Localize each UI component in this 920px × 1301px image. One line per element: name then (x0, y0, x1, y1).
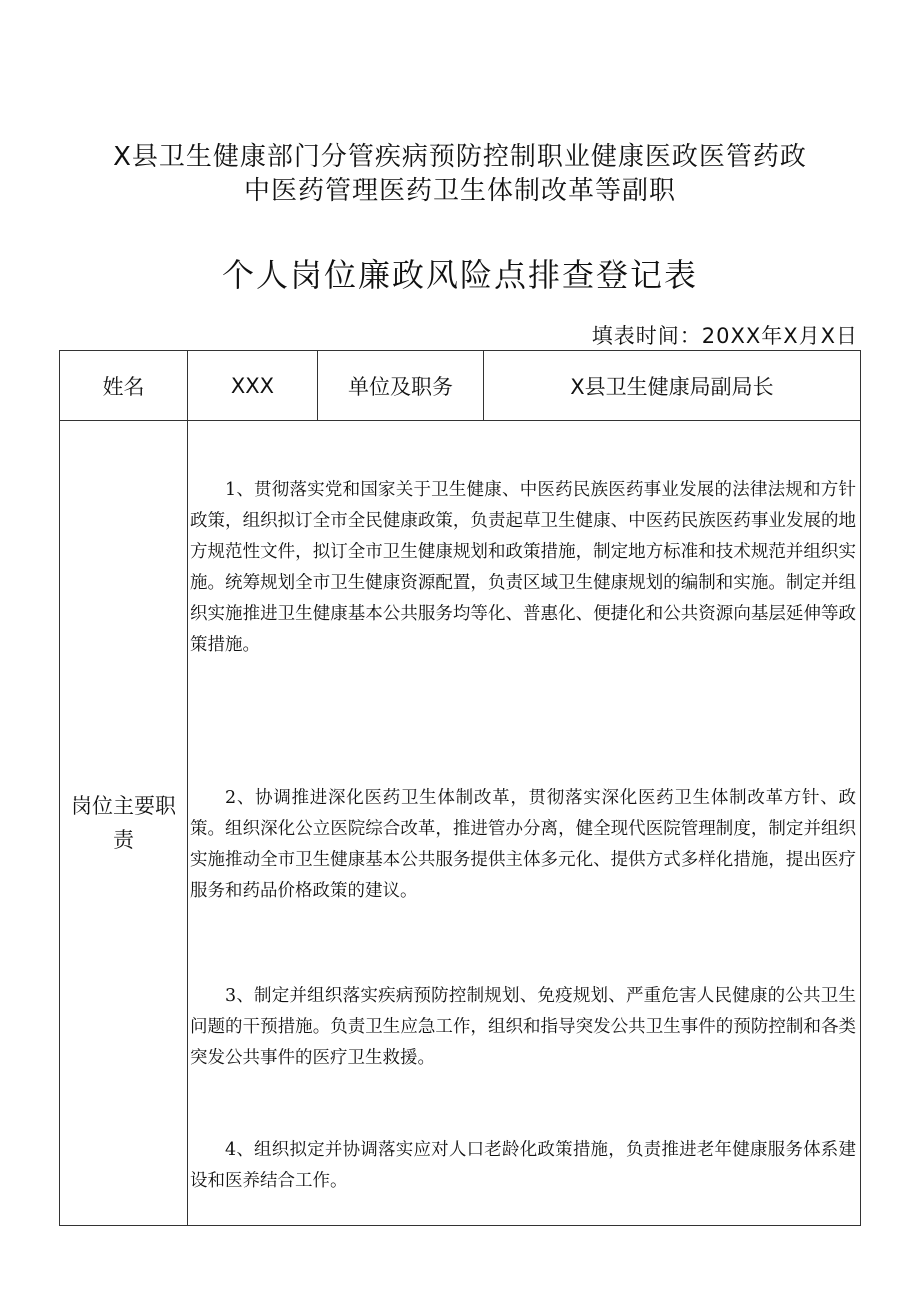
main-duties-label: 岗位主要职责 (60, 421, 188, 1225)
main-duties-content (188, 421, 860, 1225)
document-main-title: 个人岗位廉政风险点排查登记表 (221, 256, 698, 294)
registration-form-table (59, 350, 861, 1226)
name-label: 姓名 (60, 351, 188, 421)
document-title-line-1: X县卫生健康部门分管疾病预防控制职业健康医政医管药政 (113, 142, 807, 172)
unit-position-value: X县卫生健康局副局长 (484, 351, 860, 421)
unit-position-label: 单位及职务 (318, 351, 484, 421)
duty-paragraph-1: 1、贯彻落实党和国家关于卫生健康、中医药民族医药事业发展的法律法规和方针政策，组织拟订全市全民健康政策，负责起草卫生健康、中医药民族医药事业发展的地方规范性文件，拟订全市卫生健康规划和政策措施，制定地方标准和技术规范并组织实施。统筹规划全市卫生健康资源配置，负责区域卫生健康规划的编制和实施。制定并组织实施推进卫生健康基本公共服务均等化、普惠化、便捷化和公共资源向基层延伸等政策措施。 (190, 480, 856, 655)
name-value: XXX (188, 351, 318, 421)
duty-paragraph-2: 2、协调推进深化医药卫生体制改革，贯彻落实深化医药卫生体制改革方针、政策。组织深化公立医院综合改革，推进管办分离，健全现代医院管理制度，制定并组织实施推动全市卫生健康基本公共服务提供主体多元化、提供方式多样化措施，提出医疗服务和药品价格政策的建议。 (190, 788, 856, 901)
duty-paragraph-4: 4、组织拟定并协调落实应对人口老龄化政策措施，负责推进老年健康服务体系建设和医养结合工作。 (190, 1140, 856, 1191)
fill-date: 填表时间：20XX年X月X日 (591, 324, 858, 348)
document-title-line-2: 中医药管理医药卫生体制改革等副职 (243, 176, 676, 206)
duty-paragraph-3: 3、制定并组织落实疾病预防控制规划、免疫规划、严重危害人民健康的公共卫生问题的干预措施。负责卫生应急工作，组织和指导突发公共卫生事件的预防控制和各类突发公共事件的医疗卫生救援。 (190, 986, 856, 1068)
